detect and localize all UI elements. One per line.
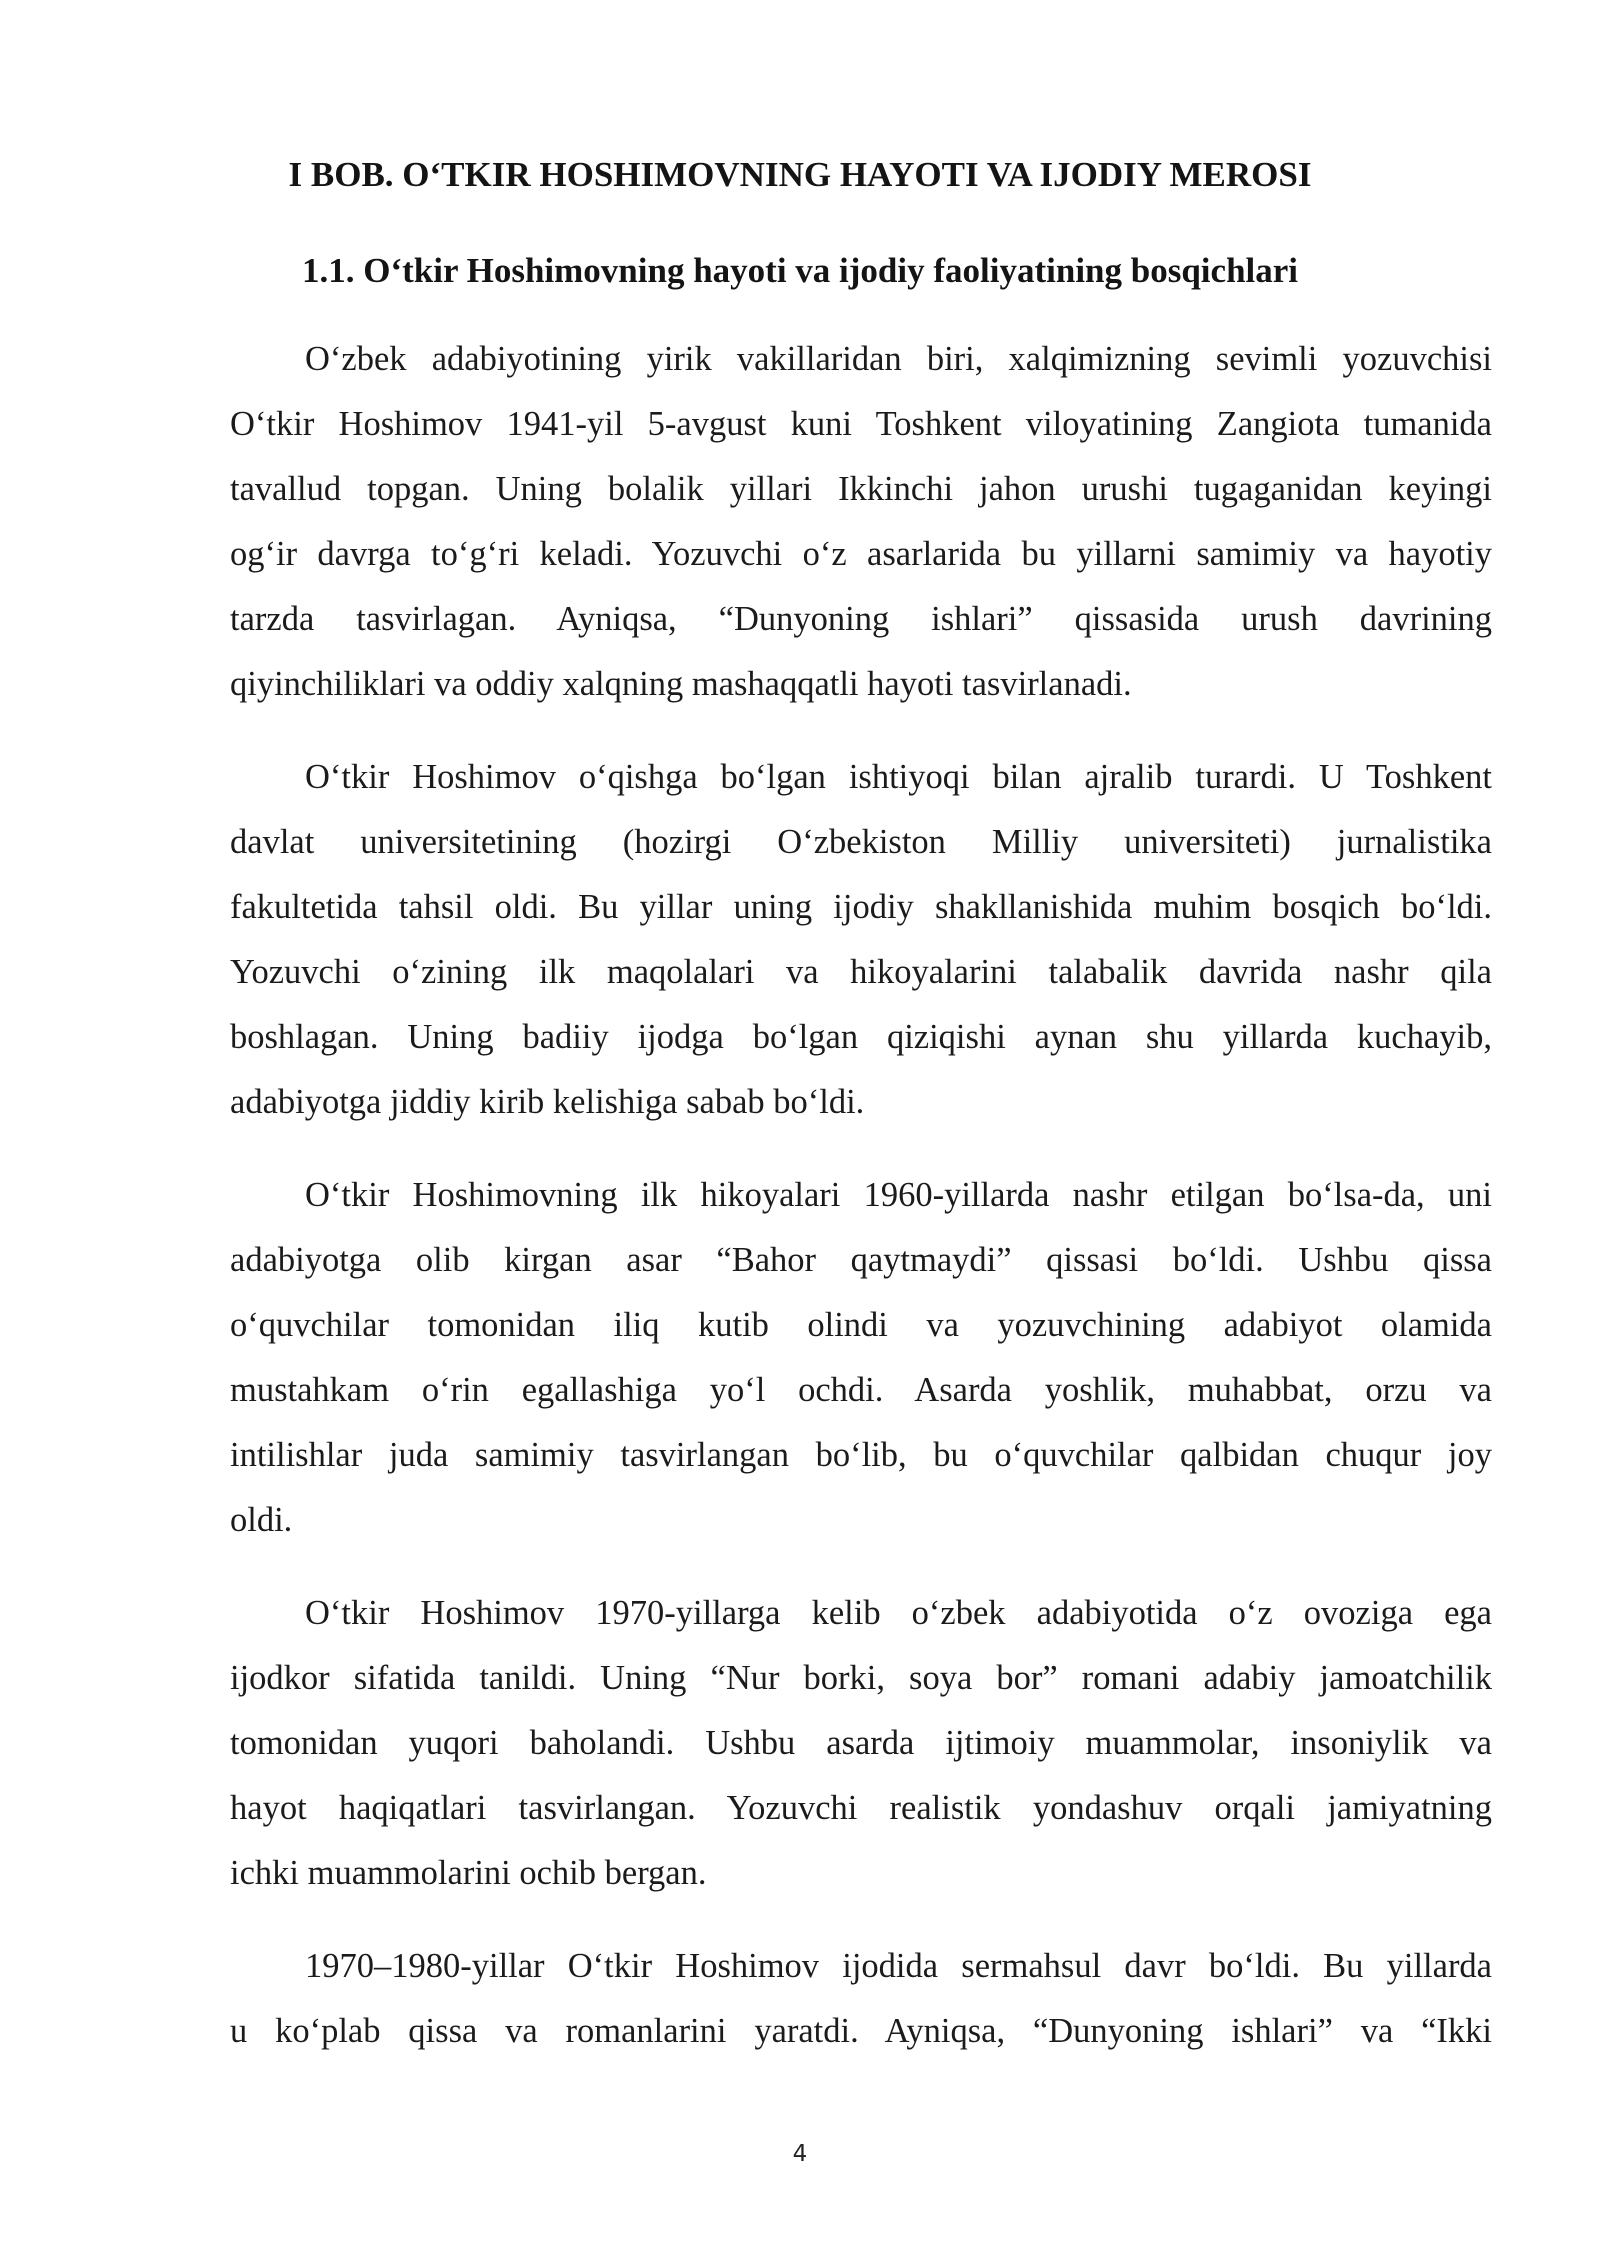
paragraph-line: tarzda tasvirlagan. Ayniqsa, “Dunyoning ishlari” qissasida urush davrining — [230, 600, 1492, 638]
paragraph-line: O‘tkir Hoshimov 1941-yil 5-avgust kuni Toshkent viloyatining Zangiota tumanida — [230, 405, 1492, 443]
paragraph-line: og‘ir davrga to‘g‘ri keladi. Yozuvchi o‘z asarlarida bu yillarni samimiy va hayotiy — [230, 535, 1492, 573]
paragraph-line: ijodkor sifatida tanildi. Uning “Nur borki, soya bor” romani adabiy jamoatchilik — [230, 1659, 1492, 1697]
paragraph-line: O‘tkir Hoshimov o‘qishga bo‘lgan ishtiyoqi bilan ajralib turardi. U Toshkent — [305, 758, 1492, 796]
paragraph-line: boshlagan. Uning badiiy ijodga bo‘lgan qiziqishi aynan shu yillarda kuchayib, — [230, 1018, 1492, 1056]
section-title: 1.1. O‘tkir Hoshimovning hayoti va ijodiy faoliyatining bosqichlari — [301, 251, 1299, 290]
chapter-title: I BOB. O‘TKIR HOSHIMOVNING HAYOTI VA IJODIY MEROSI — [288, 155, 1312, 194]
paragraph-line: O‘zbek adabiyotining yirik vakillaridan biri, xalqimizning sevimli yozuvchisi — [305, 340, 1492, 378]
paragraph-line: mustahkam o‘rin egallashiga yo‘l ochdi. Asarda yoshlik, muhabbat, orzu va — [230, 1371, 1492, 1409]
paragraph-line: oldi. — [230, 1501, 293, 1539]
paragraph-line: hayot haqiqatlari tasvirlangan. Yozuvchi realistik yondashuv orqali jamiyatning — [230, 1789, 1492, 1827]
paragraph-line: tomonidan yuqori baholandi. Ushbu asarda ijtimoiy muammolar, insoniylik va — [230, 1724, 1492, 1762]
paragraph-line: adabiyotga olib kirgan asar “Bahor qaytmaydi” qissasi bo‘ldi. Ushbu qissa — [230, 1241, 1492, 1279]
paragraph-line: O‘tkir Hoshimov 1970-yillarga kelib o‘zbek adabiyotida o‘z ovoziga ega — [305, 1594, 1492, 1632]
paragraph-line: fakultetida tahsil oldi. Bu yillar uning ijodiy shakllanishida muhim bosqich bo‘ldi. — [230, 888, 1492, 926]
paragraph-line: u ko‘plab qissa va romanlarini yaratdi. Ayniqsa, “Dunyoning ishlari” va “Ikki — [230, 2012, 1492, 2050]
paragraph-line: adabiyotga jiddiy kirib kelishiga sabab bo‘ldi. — [230, 1083, 865, 1121]
paragraph-line: davlat universitetining (hozirgi O‘zbekiston Milliy universiteti) jurnalistika — [230, 823, 1492, 861]
paragraph-line: o‘quvchilar tomonidan iliq kutib olindi va yozuvchining adabiyot olamida — [230, 1306, 1492, 1344]
paragraph-line: tavallud topgan. Uning bolalik yillari Ikkinchi jahon urushi tugaganidan keyingi — [230, 470, 1492, 508]
paragraph-line: O‘tkir Hoshimovning ilk hikoyalari 1960-yillarda nashr etilgan bo‘lsa-da, uni — [305, 1176, 1492, 1214]
paragraph-line: qiyinchiliklari va oddiy xalqning mashaqqatli hayoti tasvirlanadi. — [230, 665, 1132, 703]
paragraph-line: Yozuvchi o‘zining ilk maqolalari va hikoyalarini talabalik davrida nashr qila — [230, 953, 1492, 991]
paragraph-line: intilishlar juda samimiy tasvirlangan bo‘lib, bu o‘quvchilar qalbidan chuqur joy — [230, 1436, 1492, 1474]
paragraph-line: ichki muammolarini ochib bergan. — [230, 1854, 707, 1892]
paragraph-line: 1970–1980-yillar O‘tkir Hoshimov ijodida sermahsul davr bo‘ldi. Bu yillarda — [305, 1947, 1492, 1985]
page-number: 4 — [792, 2141, 808, 2167]
